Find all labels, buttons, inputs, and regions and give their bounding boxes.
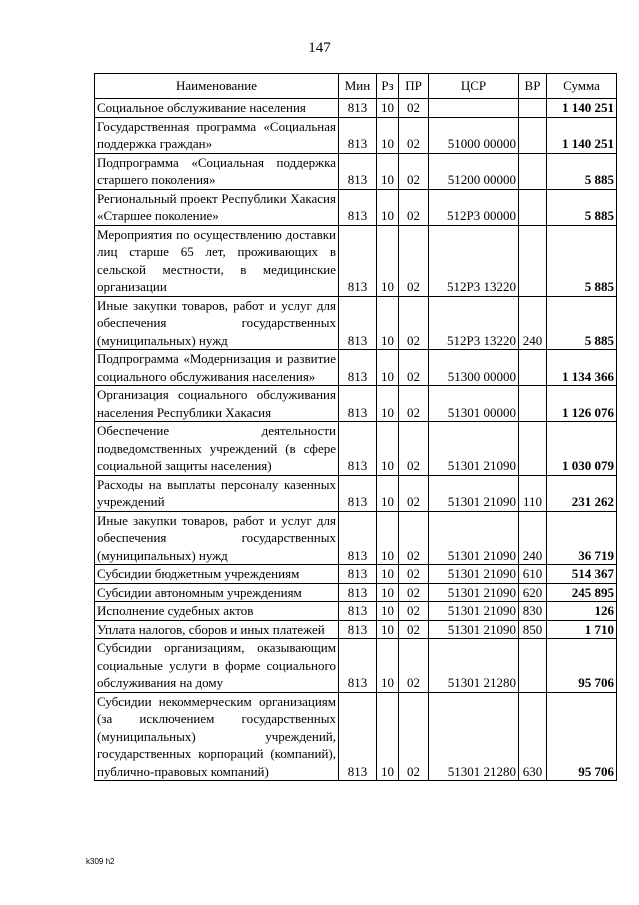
cell-min: 813 (339, 565, 377, 584)
cell-rz: 10 (377, 475, 399, 511)
cell-sum: 1 134 366 (547, 350, 617, 386)
cell-rz: 10 (377, 386, 399, 422)
cell-name: Исполнение судебных актов (95, 602, 339, 621)
header-name: Наименование (95, 74, 339, 99)
cell-name: Государственная программа «Социальная поддержка граждан» (95, 117, 339, 153)
cell-rz: 10 (377, 583, 399, 602)
cell-sum: 5 885 (547, 189, 617, 225)
cell-name: Субсидии некоммерческим организациям (за исключением государственных (муниципальных) учреждений, государственных корпораций (компаний), публично-правовых компаний) (95, 692, 339, 781)
cell-vr (519, 189, 547, 225)
cell-min: 813 (339, 153, 377, 189)
table-row (95, 296, 617, 350)
table-row (95, 602, 617, 621)
cell-sum: 5 885 (547, 153, 617, 189)
table-row (95, 583, 617, 602)
cell-min: 813 (339, 620, 377, 639)
cell-min: 813 (339, 189, 377, 225)
cell-sum: 5 885 (547, 296, 617, 350)
cell-pr: 02 (399, 475, 429, 511)
header-rz: Рз (377, 74, 399, 99)
cell-min: 813 (339, 296, 377, 350)
table-row (95, 386, 617, 422)
cell-sum: 36 719 (547, 511, 617, 565)
cell-csr: 51301 00000 (429, 386, 519, 422)
cell-pr: 02 (399, 225, 429, 296)
cell-rz: 10 (377, 99, 399, 118)
cell-vr: 630 (519, 692, 547, 781)
cell-csr: 51200 00000 (429, 153, 519, 189)
cell-csr: 51300 00000 (429, 350, 519, 386)
cell-sum: 1 140 251 (547, 99, 617, 118)
cell-min: 813 (339, 350, 377, 386)
cell-csr: 51301 21280 (429, 639, 519, 693)
table-row (95, 153, 617, 189)
cell-rz: 10 (377, 153, 399, 189)
cell-sum: 1 030 079 (547, 422, 617, 476)
cell-vr: 830 (519, 602, 547, 621)
cell-csr: 51301 21090 (429, 620, 519, 639)
cell-rz: 10 (377, 225, 399, 296)
cell-pr: 02 (399, 99, 429, 118)
cell-vr (519, 639, 547, 693)
cell-pr: 02 (399, 639, 429, 693)
cell-sum: 514 367 (547, 565, 617, 584)
cell-vr: 620 (519, 583, 547, 602)
cell-pr: 02 (399, 620, 429, 639)
cell-sum: 95 706 (547, 639, 617, 693)
cell-rz: 10 (377, 117, 399, 153)
cell-rz: 10 (377, 296, 399, 350)
table-row (95, 692, 617, 781)
table-row (95, 620, 617, 639)
cell-pr: 02 (399, 583, 429, 602)
table-header-row (95, 74, 617, 99)
header-csr: ЦСР (429, 74, 519, 99)
cell-sum: 1 140 251 (547, 117, 617, 153)
cell-pr: 02 (399, 189, 429, 225)
cell-sum: 5 885 (547, 225, 617, 296)
cell-csr: 51301 21090 (429, 583, 519, 602)
cell-csr: 51301 21280 (429, 692, 519, 781)
cell-sum: 1 710 (547, 620, 617, 639)
cell-csr (429, 99, 519, 118)
cell-vr: 610 (519, 565, 547, 584)
cell-sum: 126 (547, 602, 617, 621)
table-row (95, 511, 617, 565)
cell-rz: 10 (377, 350, 399, 386)
cell-min: 813 (339, 225, 377, 296)
cell-min: 813 (339, 99, 377, 118)
cell-name: Субсидии бюджетным учреждениям (95, 565, 339, 584)
cell-vr (519, 99, 547, 118)
cell-csr: 51000 00000 (429, 117, 519, 153)
cell-pr: 02 (399, 565, 429, 584)
cell-name: Мероприятия по осуществлению доставки лиц старше 65 лет, проживающих в сельской местности, в медицинские организации (95, 225, 339, 296)
cell-min: 813 (339, 692, 377, 781)
cell-sum: 231 262 (547, 475, 617, 511)
cell-name: Подпрограмма «Социальная поддержка старшего поколения» (95, 153, 339, 189)
cell-pr: 02 (399, 350, 429, 386)
cell-name: Субсидии автономным учреждениям (95, 583, 339, 602)
cell-vr (519, 422, 547, 476)
cell-name: Обеспечение деятельности подведомственных учреждений (в сфере социальной защиты населения) (95, 422, 339, 476)
cell-min: 813 (339, 422, 377, 476)
cell-vr: 240 (519, 511, 547, 565)
cell-csr: 512Р3 00000 (429, 189, 519, 225)
table-row (95, 117, 617, 153)
cell-csr: 51301 21090 (429, 565, 519, 584)
header-sum: Сумма (547, 74, 617, 99)
cell-csr: 51301 21090 (429, 602, 519, 621)
table-body (95, 99, 617, 781)
cell-min: 813 (339, 639, 377, 693)
table-row (95, 99, 617, 118)
cell-min: 813 (339, 583, 377, 602)
cell-pr: 02 (399, 153, 429, 189)
cell-vr (519, 153, 547, 189)
table-row (95, 350, 617, 386)
cell-name: Уплата налогов, сборов и иных платежей (95, 620, 339, 639)
cell-min: 813 (339, 386, 377, 422)
cell-vr (519, 386, 547, 422)
cell-vr: 110 (519, 475, 547, 511)
cell-rz: 10 (377, 189, 399, 225)
cell-rz: 10 (377, 620, 399, 639)
cell-min: 813 (339, 475, 377, 511)
cell-pr: 02 (399, 117, 429, 153)
cell-vr (519, 117, 547, 153)
cell-name: Региональный проект Республики Хакасия «Старшее поколение» (95, 189, 339, 225)
cell-vr (519, 350, 547, 386)
header-min: Мин (339, 74, 377, 99)
cell-rz: 10 (377, 692, 399, 781)
cell-pr: 02 (399, 692, 429, 781)
cell-sum: 95 706 (547, 692, 617, 781)
cell-pr: 02 (399, 296, 429, 350)
cell-pr: 02 (399, 422, 429, 476)
cell-csr: 512Р3 13220 (429, 296, 519, 350)
header-pr: ПР (399, 74, 429, 99)
table-row (95, 475, 617, 511)
cell-name: Иные закупки товаров, работ и услуг для обеспечения государственных (муниципальных) нужд (95, 296, 339, 350)
footer-code: k309 h2 (86, 857, 115, 866)
cell-rz: 10 (377, 422, 399, 476)
table-row (95, 422, 617, 476)
cell-rz: 10 (377, 511, 399, 565)
table-row (95, 225, 617, 296)
cell-sum: 1 126 076 (547, 386, 617, 422)
cell-rz: 10 (377, 602, 399, 621)
cell-csr: 51301 21090 (429, 422, 519, 476)
cell-name: Социальное обслуживание населения (95, 99, 339, 118)
cell-min: 813 (339, 511, 377, 565)
cell-pr: 02 (399, 602, 429, 621)
cell-csr: 51301 21090 (429, 511, 519, 565)
header-vr: ВР (519, 74, 547, 99)
cell-rz: 10 (377, 639, 399, 693)
cell-vr: 850 (519, 620, 547, 639)
cell-name: Подпрограмма «Модернизация и развитие социального обслуживания населения» (95, 350, 339, 386)
page-number: 147 (308, 40, 331, 56)
table-row (95, 189, 617, 225)
cell-name: Организация социального обслуживания населения Республики Хакасия (95, 386, 339, 422)
cell-sum: 245 895 (547, 583, 617, 602)
table-row (95, 639, 617, 693)
cell-pr: 02 (399, 386, 429, 422)
cell-name: Иные закупки товаров, работ и услуг для обеспечения государственных (муниципальных) нужд (95, 511, 339, 565)
cell-csr: 51301 21090 (429, 475, 519, 511)
cell-name: Субсидии организациям, оказывающим социальные услуги в форме социального обслуживания на дому (95, 639, 339, 693)
budget-table (94, 73, 617, 781)
table-row (95, 565, 617, 584)
cell-csr: 512Р3 13220 (429, 225, 519, 296)
cell-name: Расходы на выплаты персоналу казенных учреждений (95, 475, 339, 511)
cell-vr (519, 225, 547, 296)
cell-vr: 240 (519, 296, 547, 350)
cell-pr: 02 (399, 511, 429, 565)
cell-min: 813 (339, 602, 377, 621)
cell-min: 813 (339, 117, 377, 153)
cell-rz: 10 (377, 565, 399, 584)
